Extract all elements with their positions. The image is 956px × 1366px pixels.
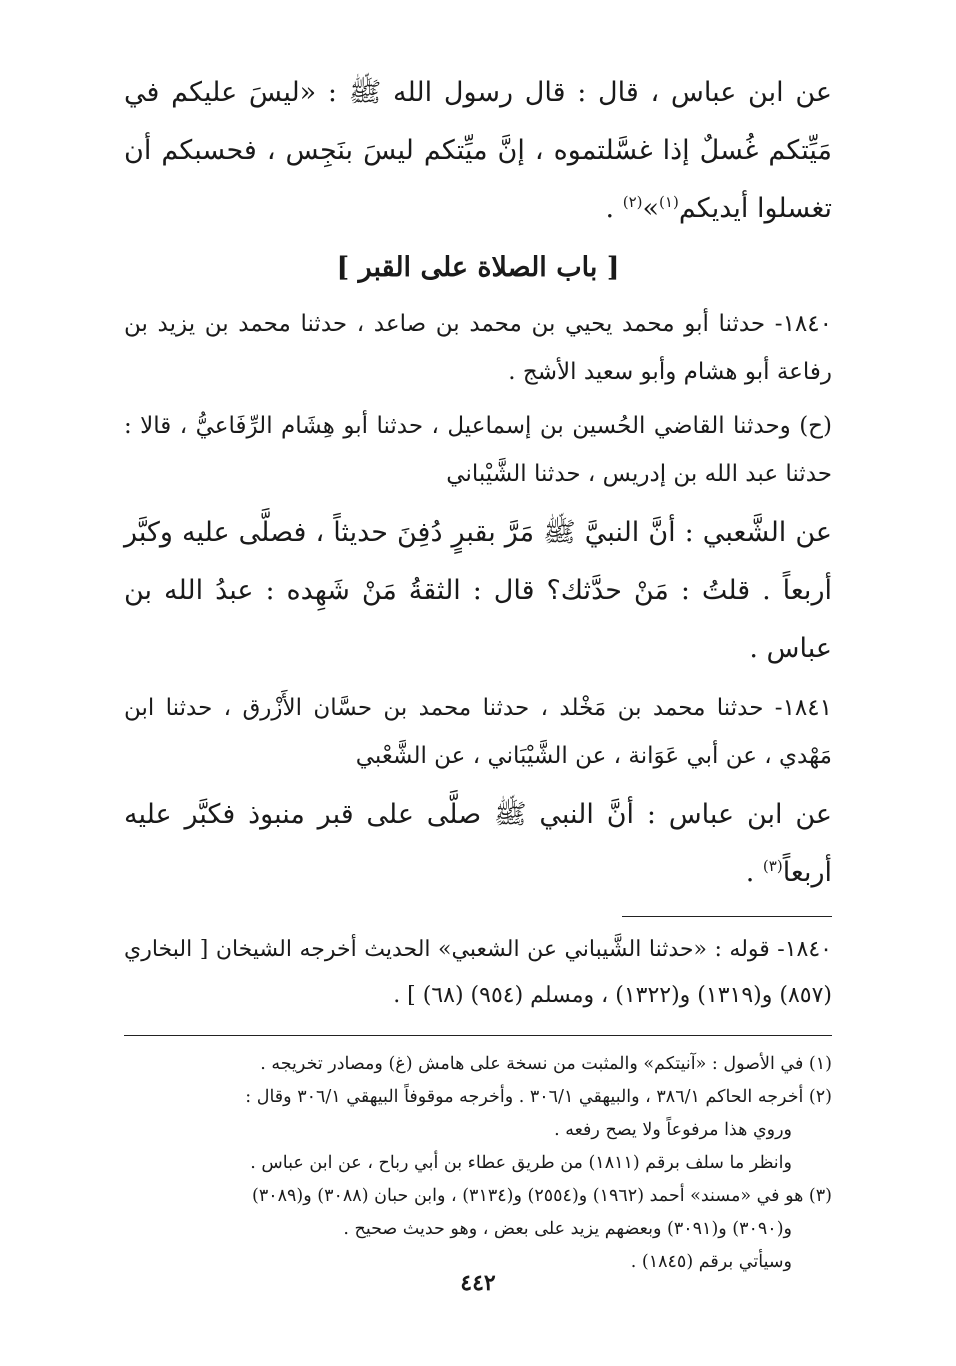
footnote-2-line-3: وانظر ما سلف برقم (١٨١١) من طريق عطاء بن أبي رباح ، عن ابن عباس . (250, 1153, 792, 1173)
page-number: ٤٤٢ (460, 1270, 496, 1296)
footnote-ref-2[interactable]: (٢) (622, 193, 643, 211)
footnote-3-line-2: و(٣٠٩٠) و(٣٠٩١) وبعضهم يزيد على بعض ، وهو حديث صحيح . (343, 1219, 792, 1239)
footnote-ref-3[interactable]: (٣) (762, 857, 783, 875)
takhrij-note-1840: ١٨٤٠- قوله : «حدثنا الشَّيباني عن الشعبي» الحديث أخرجه الشيخان [ البخاري (٨٥٧) و(١٣١٩) و(١٣٢٢) ، ومسلم (٩٥٤) (٦٨) ] . (124, 937, 832, 1008)
hadith-number: ١٨٤٠- (774, 311, 832, 337)
hadith-1841-matn: عن ابن عباس : أنَّ النبي ﷺ صلَّى على قبر منبوذ فكبَّر عليه أربعاً$^{(٣)}$ . (124, 799, 832, 888)
footnote-2-line-2: وروي هذا مرفوعاً ولا يصح رفعه . (554, 1120, 792, 1140)
footnote-1: (١) في الأصول : «آنيتكم» والمثبت من نسخة على هامش (غ) ومصادر تخريجه . (260, 1054, 832, 1074)
chapter-heading: [ باب الصلاة على القبر ] (336, 252, 620, 283)
hadith-1840-isnad: ١٨٤٠- حدثنا أبو محمد يحيي بن محمد بن صاعد ، حدثنا محمد بن يزيد بن رفاعة أبو هشام وأبو سعيد الأشج . (124, 311, 832, 385)
footnote-3-line-3: وسيأتي برقم (١٨٤٥) . (630, 1252, 792, 1272)
hadith-1840-isnad-2: (ح) وحدثنا القاضي الحُسين بن إسماعيل ، حدثنا أبو هِشَام الرِّفَاعيُّ ، قالا : حدثنا عبد الله بن إدريس ، حدثنا الشَّيْباني (124, 413, 832, 487)
footnote-ref-1[interactable]: (١) (659, 193, 679, 211)
hadith-number: ١٨٤١- (774, 695, 832, 721)
hadith-1841-isnad: ١٨٤١- حدثنا محمد بن مَخْلد ، حدثنا محمد بن حسَّان الأَزْرق ، حدثنا ابن مَهْدي ، عن أبي عَوَانة ، عن الشَّيْبَاني ، عن الشَّعْبي (124, 695, 832, 769)
hadith-continuation: عن ابن عباس ، قال : قال رسول الله ﷺ : «ليسَ عليكم في مَيِّتكم غُسلٌ إذا غسَّلتموه ، إنَّ ميِّتكم ليسَ بنَجِس ، فحسبكم أن تغسلوا أيديكم$^{(١)}$»$^{(٢)}$ . (124, 77, 832, 224)
notes-divider (622, 916, 832, 917)
footnote-3: (٣) هو في «مسند» أحمد (١٩٦٢) و(٢٥٥٤) و(٣١٣٤) ، وابن حبان (٣٠٨٨) و(٣٠٨٩) (251, 1186, 832, 1206)
footnote-2: (٢) أخرجه الحاكم ٣٨٦/١ ، والبيهقي ٣٠٦/١ . وأخرجه موقوفاً البيهقي ٣٠٦/١ وقال : (245, 1087, 832, 1107)
footnotes-divider (124, 1035, 832, 1036)
hadith-1840-matn: عن الشَّعبي : أنَّ النبيَّ ﷺ مَرَّ بقبرٍ دُفِنَ حديثاً ، فصلَّى عليه وكبَّر أربعاً . قلتُ : مَنْ حدَّثك؟ قال : الثقةُ مَنْ شَهِده : عبدُ الله بن عباس . (124, 517, 832, 664)
